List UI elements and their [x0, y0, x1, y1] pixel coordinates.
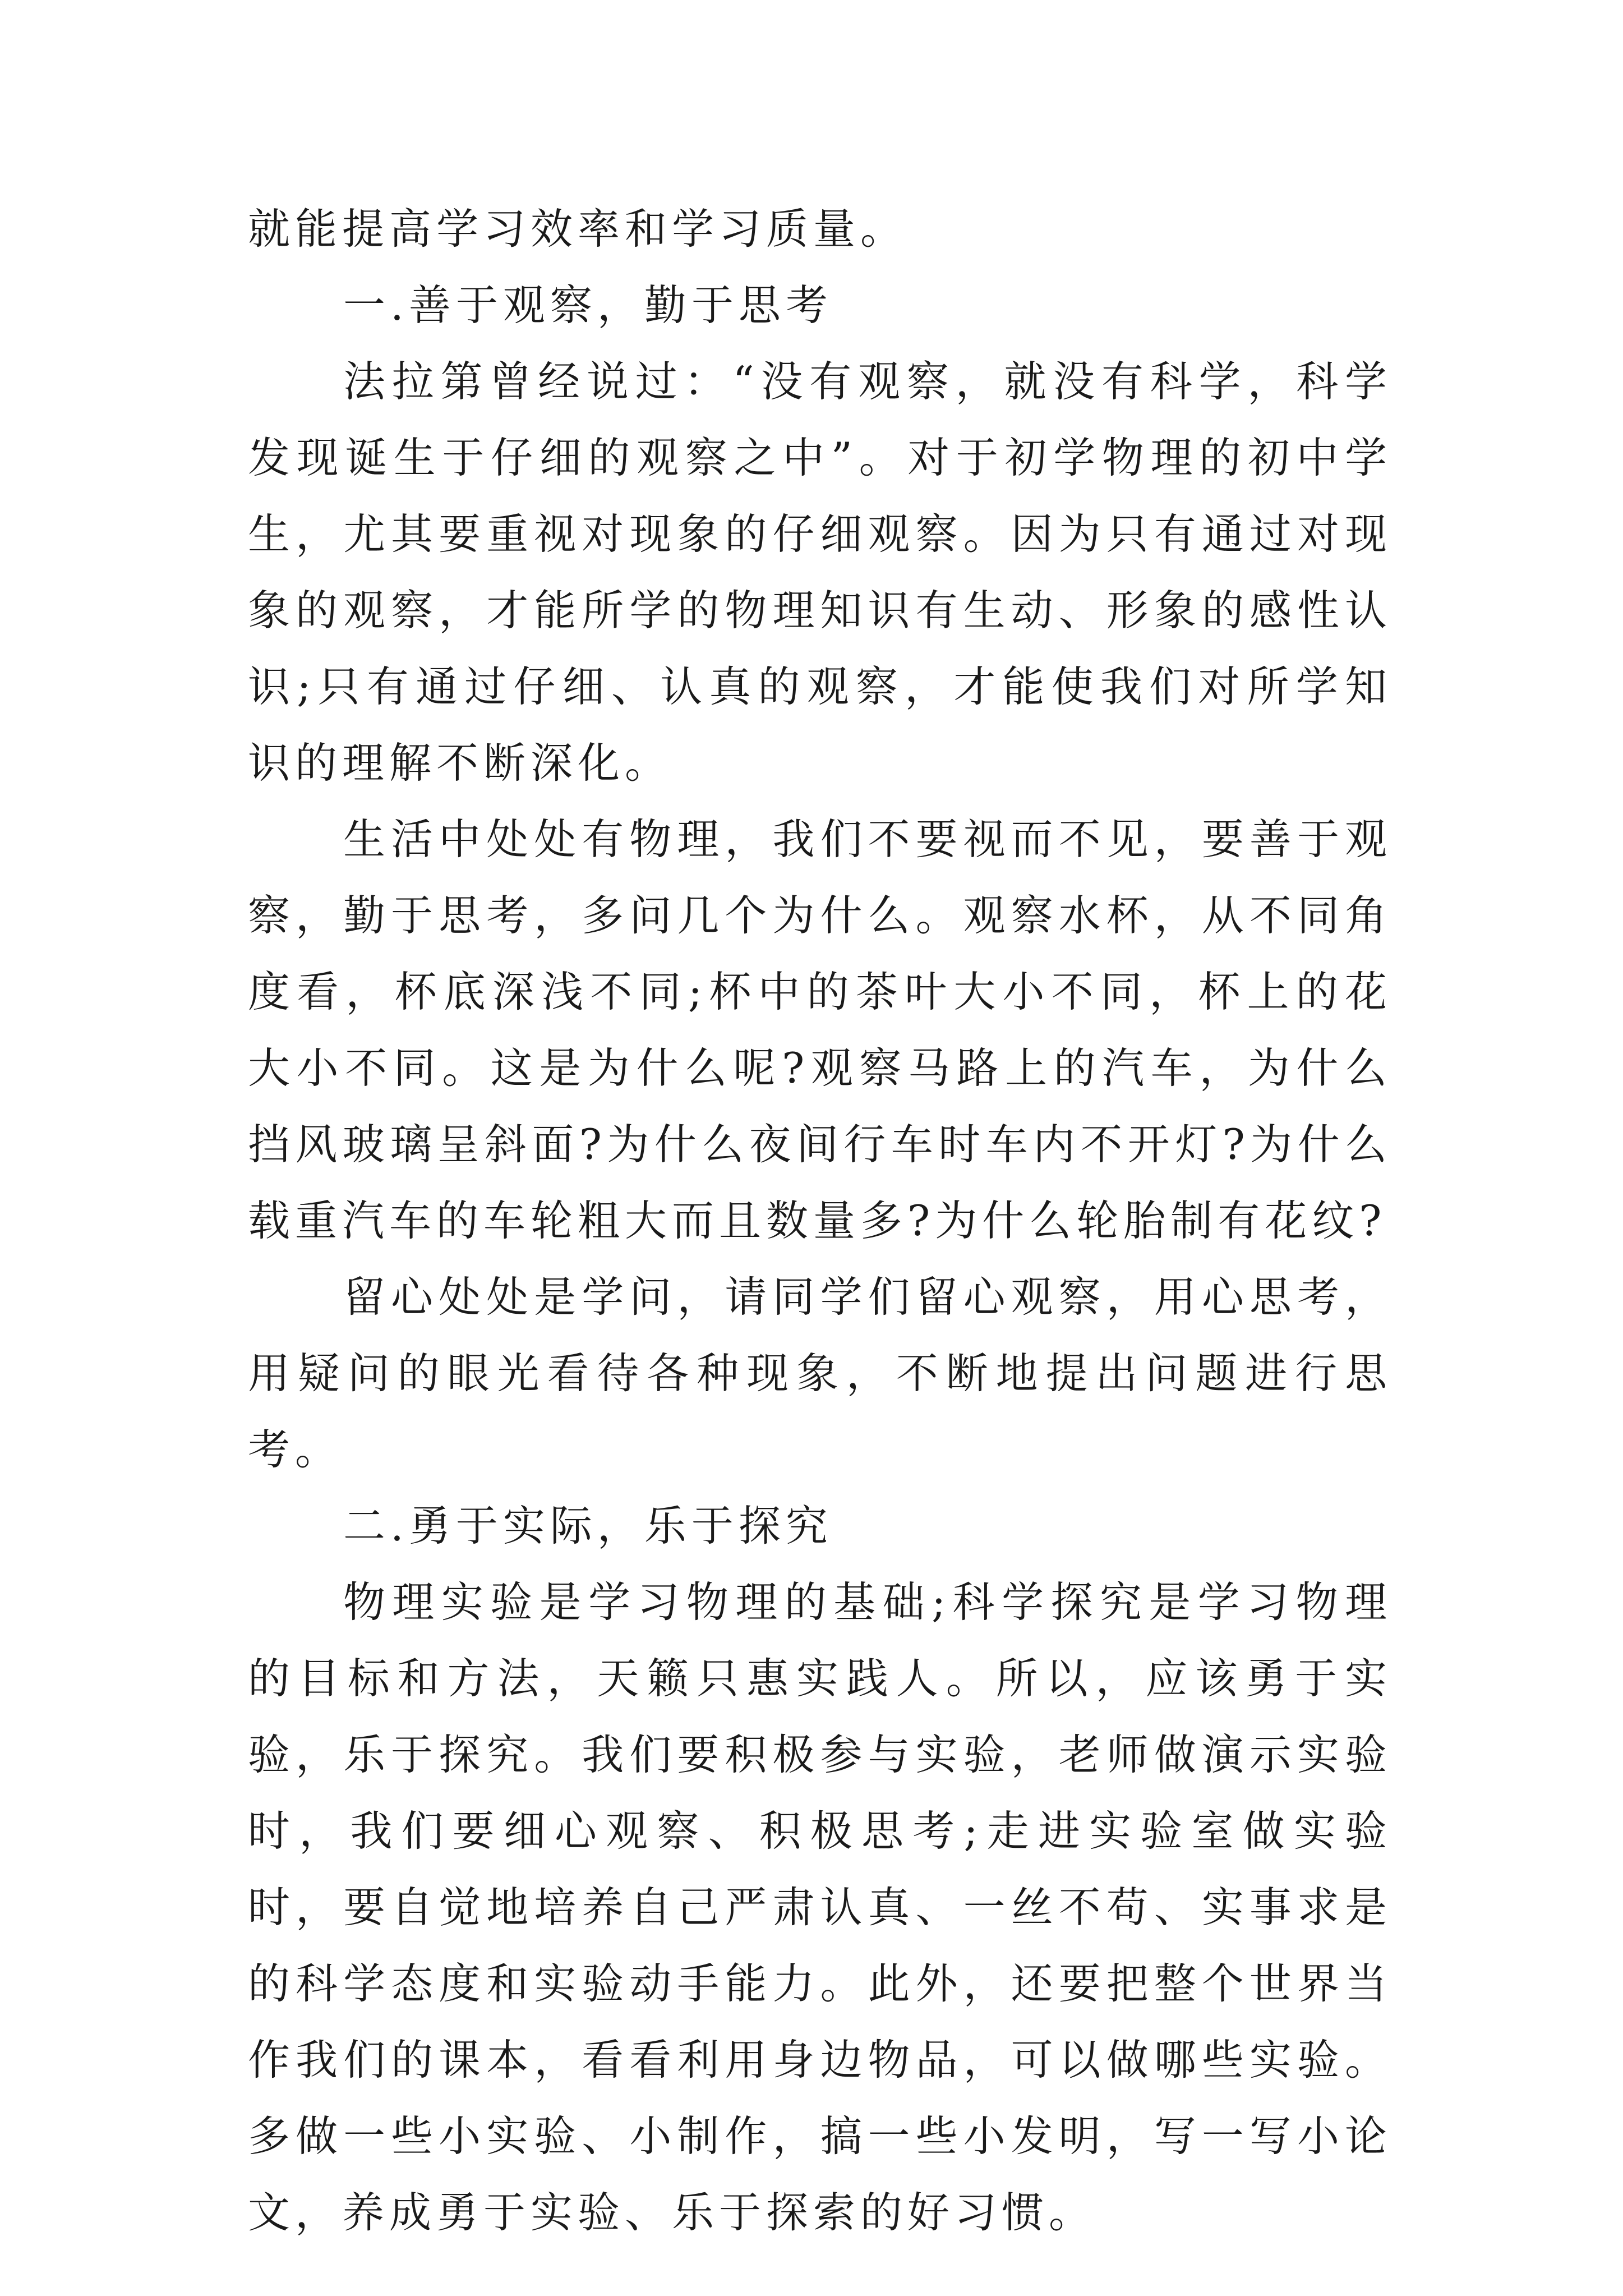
section-heading-2: 二.勇于实际，乐于探究	[343, 1501, 833, 1550]
continuation-paragraph: 就能提高学习效率和学习质量。	[248, 204, 908, 254]
paragraph-4: 物理实验是学习物理的基础;科学探究是学习物理的目标和方法，天籁只惠实践人。所以，应该勇于实验，乐于探究。我们要积极参与实验，老师做演示实验时，我们要细心观察、积极思考;走进实验室做实验时，要自觉地培养自己严肃认真、一丝不苟、实事求是的科学态度和实验动手能力。此外，还要把整个世界当作我们的课本，看看利用身边物品，可以做哪些实验。多做一些小实验、小制作，搞一些小发明，写一写小论文，养成勇于实验、乐于探索的好习惯。	[248, 1577, 1392, 2237]
section-heading-1: 一.善于观察，勤于思考	[343, 280, 833, 330]
paragraph-1: 法拉第曾经说过：“没有观察，就没有科学，科学发现诞生于仔细的观察之中”。对于初学物理的初中学生，尤其要重视对现象的仔细观察。因为只有通过对现象的观察，才能所学的物理知识有生动、形象的感性认识;只有通过仔细、认真的观察，才能使我们对所学知识的理解不断深化。	[248, 357, 1392, 788]
paragraph-3: 留心处处是学问，请同学们留心观察，用心思考，用疑问的眼光看待各种现象，不断地提出问题进行思考。	[248, 1272, 1392, 1474]
document-body	[248, 191, 1392, 2251]
paragraph-2: 生活中处处有物理，我们不要视而不见，要善于观察，勤于思考，多问几个为什么。观察水杯，从不同角度看，杯底深浅不同;杯中的茶叶大小不同，杯上的花大小不同。这是为什么呢?观察马路上的汽车，为什么挡风玻璃呈斜面?为什么夜间行车时车内不开灯?为什么载重汽车的车轮粗大而且数量多?为什么轮胎制有花纹?	[248, 815, 1392, 1245]
